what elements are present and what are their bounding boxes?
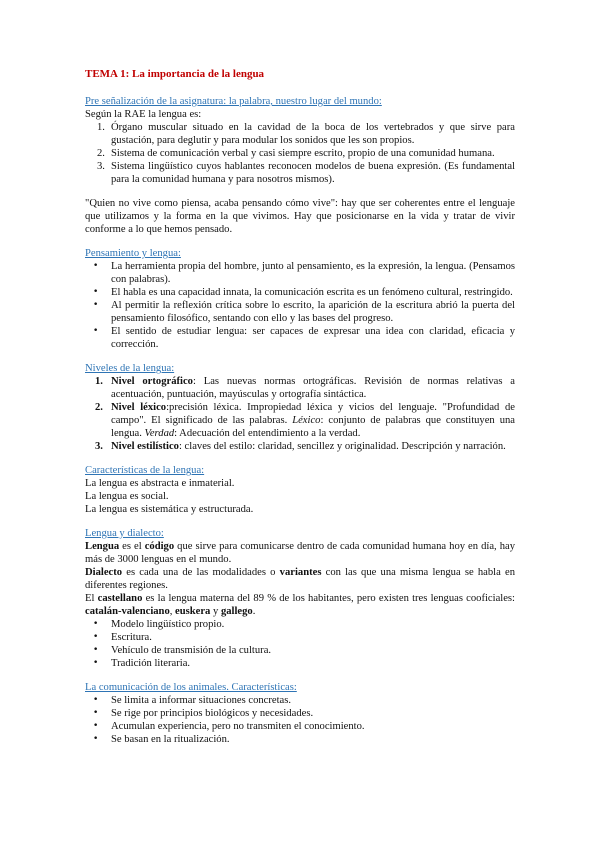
list-item: • Modelo lingüístico propio.: [85, 618, 515, 631]
list-item: • Vehículo de transmisión de la cultura.: [85, 644, 515, 657]
nivel-lexico-label: Nivel léxico: [111, 402, 167, 413]
caracteristica-line: La lengua es abstracta e inmaterial.: [85, 478, 235, 489]
list-item: • Se basan en la ritualización.: [85, 733, 515, 746]
list-item: Nivel estilístico: claves del estilo: claridad, sencillez y originalidad. Descripción y narración.: [111, 441, 506, 452]
list-item: • El sentido de estudiar lengua: ser capaces de expresar una idea con claridad, eficacia y corrección.: [85, 325, 515, 351]
list-item: Órgano muscular situado en la cavidad de la boca de los vertebrados y que sirve para gustación, para deglutir y para modular los sonidos que les son propios.: [111, 122, 515, 146]
section-heading-caracteristicas: Características de la lengua:: [85, 465, 205, 476]
animales-list: [85, 694, 515, 746]
lengua-features-list: [85, 618, 515, 670]
section-heading-pensamiento: Pensamiento y lengua:: [85, 248, 181, 259]
document-title: TEMA 1: La importancia de la lengua: [85, 68, 265, 80]
list-item: • Al permitir la reflexión crítica sobre lo escrito, la aparición de la escritura abrió la puerta del pensamiento filosófico, sentando con ello y las bases del progreso.: [85, 299, 515, 325]
caracteristica-line: La lengua es social.: [85, 491, 169, 502]
list-item: • Acumulan experiencia, pero no transmiten el conocimiento.: [85, 720, 515, 733]
document-page: [85, 68, 515, 746]
dialecto-paragraph: Dialecto es cada una de las modalidades o variantes con las que una misma lengua se habla en diferentes regiones.: [85, 567, 515, 591]
castellano-paragraph: El castellano es la lengua materna del 89 % de los habitantes, pero existen tres lenguas cooficiales: catalán-valenciano, euskera y gallego.: [85, 593, 515, 617]
nivel-ortografico-label: Nivel ortográfico: [111, 376, 193, 387]
list-item: Nivel léxico:precisión léxica. Impropiedad léxica y vicios del lenguaje. "Profundidad de campo". El significado de las palabras. Léxico: conjunto de palabras que constituyen una lengua. Verdad: Adecuación del entendimiento a la verdad.: [111, 402, 515, 439]
lengua-paragraph: Lengua es el código que sirve para comunicarse dentro de cada comunidad humana hoy en día, hay más de 3000 lenguas en el mundo.: [85, 541, 515, 565]
rae-definitions-list: [85, 121, 515, 186]
section-heading-niveles: Niveles de la lengua:: [85, 363, 175, 374]
quote-paragraph: "Quien no vive como piensa, acaba pensando cómo vive": hay que ser coherentes entre el lenguaje que utilizamos y la forma en la que vivimos. Hay que posicionarse en la vida y tratar de vivir conforme a lo que hemos pensado.: [85, 198, 515, 235]
list-item: • El habla es una capacidad innata, la comunicación escrita es un fenómeno cultural, restringido.: [85, 286, 515, 299]
list-item: • Tradición literaria.: [85, 657, 515, 670]
section-heading-presenalizacion: Pre señalización de la asignatura: la palabra, nuestro lugar del mundo:: [85, 96, 382, 107]
list-item: Sistema de comunicación verbal y casi siempre escrito, propio de una comunidad humana.: [111, 148, 495, 159]
list-item: • Se limita a informar situaciones concretas.: [85, 694, 515, 707]
pensamiento-list: [85, 260, 515, 351]
section-heading-lengua-dialecto: Lengua y dialecto:: [85, 528, 164, 539]
rae-intro: Según la RAE la lengua es:: [85, 109, 202, 120]
list-item: Sistema lingüístico cuyos hablantes reconocen modelos de buena expresión. (Es fundamental para la comunidad humana y para nosotros mismos).: [111, 161, 515, 185]
nivel-estilistico-label: Nivel estilístico: [111, 441, 179, 452]
niveles-list: [85, 375, 515, 453]
list-item: • Se rige por principios biológicos y necesidades.: [85, 707, 515, 720]
list-item: • La herramienta propia del hombre, junto al pensamiento, es la expresión, la lengua. (Pensamos con palabras).: [85, 260, 515, 286]
section-heading-animales: La comunicación de los animales. Características:: [85, 682, 297, 693]
list-item: Nivel ortográfico: Las nuevas normas ortográficas. Revisión de normas relativas a acentuación, puntuación, mayúsculas y ortografía sintáctica.: [111, 376, 515, 400]
list-item: • Escritura.: [85, 631, 515, 644]
caracteristica-line: La lengua es sistemática y estructurada.: [85, 504, 254, 515]
